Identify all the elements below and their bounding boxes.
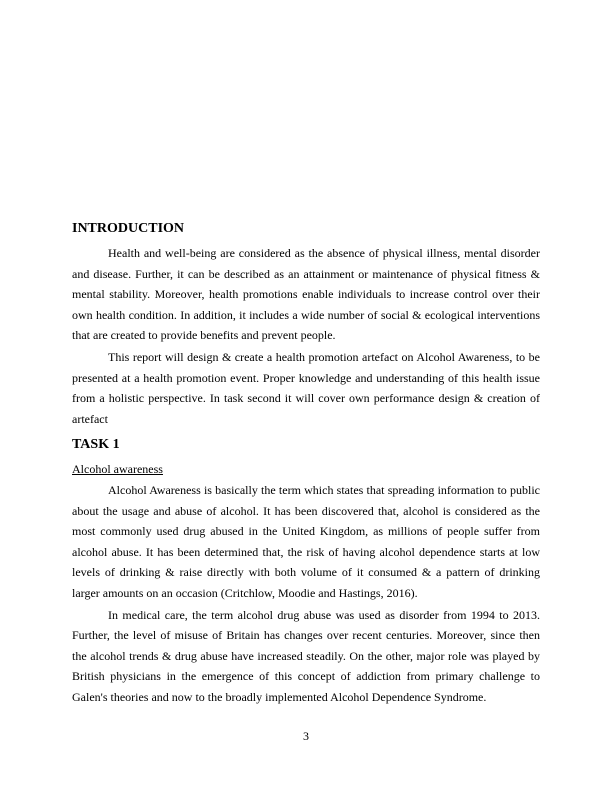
introduction-heading: INTRODUCTION: [72, 221, 185, 236]
page-content: [72, 221, 540, 707]
intro-paragraph-2: This report will design & create a health promotion artefact on Alcohol Awareness, to be presented at a health promotion event. Proper knowledge and understanding of this health issue from a holistic perspective. In task second it will cover own performance design & creation of artefact: [72, 349, 540, 426]
task-paragraph-1: Alcohol Awareness is basically the term which states that spreading information to public about the usage and abuse of alcohol. It has been discovered that, alcohol is considered as the most commonly used drug abused in the United Kingdom, as millions of people suffer from alcohol abuse. It has been determined that, the risk of having alcohol dependence starts at low levels of drinking & raise directly with both volume of it consumed & a pattern of drinking larger amounts on an occasion (Critchlow, Moodie and Hastings, 2016).: [72, 482, 540, 600]
alcohol-awareness-subheading: Alcohol awareness: [72, 462, 163, 477]
page-number: 3: [303, 729, 309, 743]
task-paragraph-2: In medical care, the term alcohol drug abuse was used as disorder from 1994 to 2013. Further, the level of misuse of Britain has changes over recent centuries. Moreover, since then the alcohol trends & drug abuse have increased steadily. On the other, major role was played by British physicians in the emergence of this concept of addiction from primary challenge to Galen's theories and now to the broadly implemented Alcohol Dependence Syndrome.: [72, 607, 540, 704]
intro-paragraph-1: Health and well-being are considered as the absence of physical illness, mental disorder and disease. Further, it can be described as an attainment or maintenance of physical fitness & mental stability. Moreover, health promotions enable individuals to increase control over their own health condition. In addition, it includes a wide number of social & ecological interventions that are created to provide benefits and prevent people.: [72, 246, 540, 343]
task-1-heading: TASK 1: [72, 437, 120, 453]
